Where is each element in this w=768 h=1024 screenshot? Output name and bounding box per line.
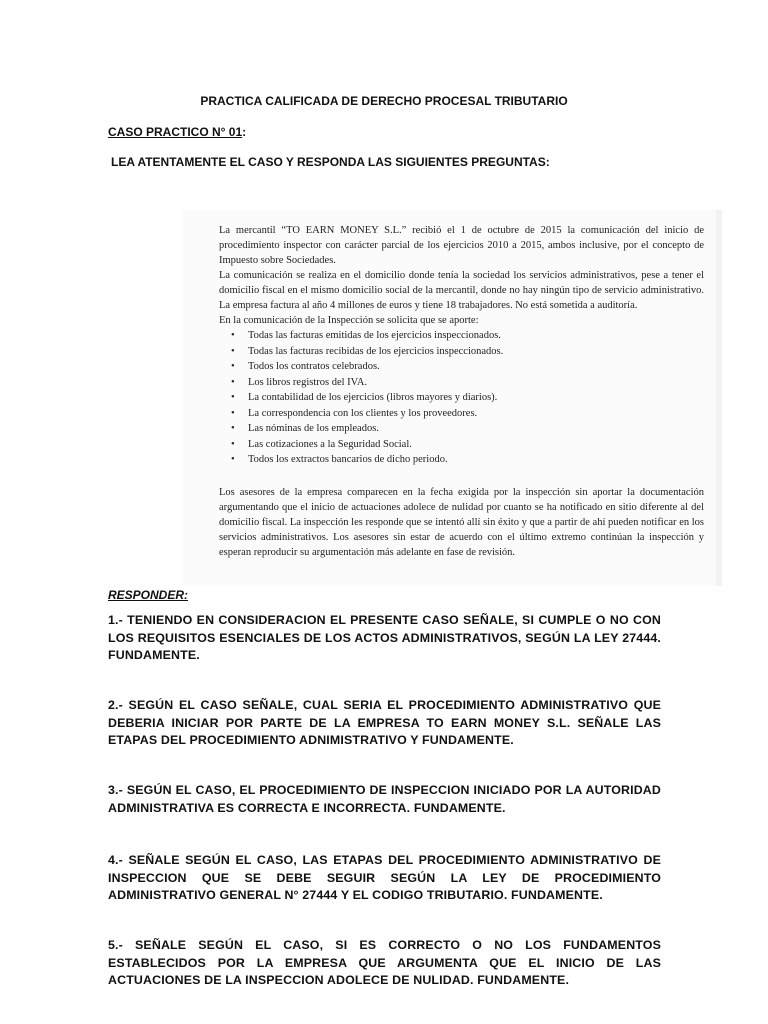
list-item: • Todos los contratos celebrados. [231, 359, 704, 375]
bullet-icon: • [231, 345, 235, 357]
question-4: 4.- SEÑALE SEGÚN EL CASO, LAS ETAPAS DEL PROCEDIMIENTO ADMINISTRATIVO DE INSPECCION QUE SE DEBE SEGUIR SEGÚN LA LEY DE PROCEDIMIENTO ADMINISTRATIVO GENERAL N° 27444 Y EL CODIGO TRIBUTARIO. FUNDAMENTE. [108, 853, 661, 902]
list-item: • La correspondencia con los clientes y los proveedores. [231, 406, 704, 422]
case-scanned-excerpt [182, 210, 716, 586]
bullet-icon: • [231, 438, 235, 450]
case-paragraph-3: En la comunicación de la Inspección se solicita que se aporte: [219, 315, 479, 326]
question-5: 5.- SEÑALE SEGÚN EL CASO, SI ES CORRECTO O NO LOS FUNDAMENTOS ESTABLECIDOS POR LA EMPRESA QUE ARGUMENTA QUE EL INICIO DE LAS ACTUACIONES DE LA INSPECCION ADOLECE DE NULIDAD. FUNDAMENTE. [108, 938, 661, 987]
case-paragraph-2: La comunicación se realiza en el domicilio donde tenía la sociedad los servicios administrativos, pese a tener el domicilio fiscal en el mismo domicilio social de la mercantil, donde no hay ningún tipo de servicio administrativo. La empresa factura al año 4 millones de euros y tiene 18 trabajadores. No está sometida a auditoría. [219, 270, 704, 311]
bullet-icon: • [231, 376, 235, 388]
case-heading [108, 125, 246, 139]
list-item: • Las nóminas de los empleados. [231, 421, 704, 437]
case-paragraph-4: Los asesores de la empresa comparecen en la fecha exigida por la inspección sin aportar la documentación argumentando que el inicio de actuaciones adolece de nulidad por cuanto se ha notificado en sitio diferente al del domicilio fiscal. La inspección les responde que se intentó allí sin éxito y que a partir de ahí pueden notificar en los servicios administrativos. Los asesores sin estar de acuerdo con el último extremo continúan la inspección y esperan reproducir su argumentación más adelante en fase de revisión. [219, 486, 704, 558]
instruction-text: LEA ATENTAMENTE EL CASO Y RESPONDA LAS SIGUIENTES PREGUNTAS: [111, 155, 550, 169]
bullet-icon: • [231, 423, 235, 434]
question-3: 3.- SEGÚN EL CASO, EL PROCEDIMIENTO DE INSPECCION INICIADO POR LA AUTORIDAD ADMINISTRATIVA ES CORRECTA E INCORRECTA. FUNDAMENTE. [108, 783, 661, 815]
bullet-icon: • [231, 392, 235, 403]
requested-documents-list [219, 328, 704, 468]
list-item: • La contabilidad de los ejercicios (libros mayores y diarios). [231, 390, 704, 406]
bullet-icon: • [231, 361, 235, 372]
bullet-icon: • [231, 407, 235, 419]
list-item: • Todas las facturas recibidas de los ejercicios inspeccionados. [231, 344, 704, 360]
list-item: • Todos los extractos bancarios de dicho periodo. [231, 452, 704, 468]
paragraph-spacer [219, 468, 704, 485]
list-item: • Los libros registros del IVA. [231, 375, 704, 391]
respond-heading: RESPONDER: [108, 588, 189, 602]
question-1: 1.- TENIENDO EN CONSIDERACION EL PRESENTE CASO SEÑALE, SI CUMPLE O NO CON LOS REQUISITOS ESENCIALES DE LOS ACTOS ADMINISTRATIVOS, SEGÚN LA LEY 27444. FUNDAMENTE. [108, 613, 661, 662]
case-label-colon: : [242, 125, 247, 139]
case-paragraph-1: La mercantil “TO EARN MONEY S.L.” recibió el 1 de octubre de 2015 la comunicación del inicio de procedimiento inspector con carácter parcial de los ejercicios 2010 a 2015, ambos inclusive, por el concepto de Impuesto sobre Sociedades. [219, 225, 704, 266]
case-number-label: CASO PRACTICO N° 01 [108, 125, 243, 139]
list-item: • Las cotizaciones a la Seguridad Social. [231, 437, 704, 453]
document-title: PRACTICA CALIFICADA DE DERECHO PROCESAL TRIBUTARIO [200, 94, 568, 108]
bullet-icon: • [231, 330, 235, 341]
bullet-icon: • [231, 454, 235, 465]
list-item: • Todas las facturas emitidas de los ejercicios inspeccionados. [231, 328, 704, 344]
case-text-body [219, 223, 704, 560]
question-2: 2.- SEGÚN EL CASO SEÑALE, CUAL SERIA EL PROCEDIMIENTO ADMINISTRATIVO QUE DEBERIA INICIAR POR PARTE DE LA EMPRESA TO EARN MONEY S.L. SEÑALE LAS ETAPAS DEL PROCEDIMIENTO ADNIMISTRATIVO Y FUNDAMENTE. [108, 698, 661, 747]
